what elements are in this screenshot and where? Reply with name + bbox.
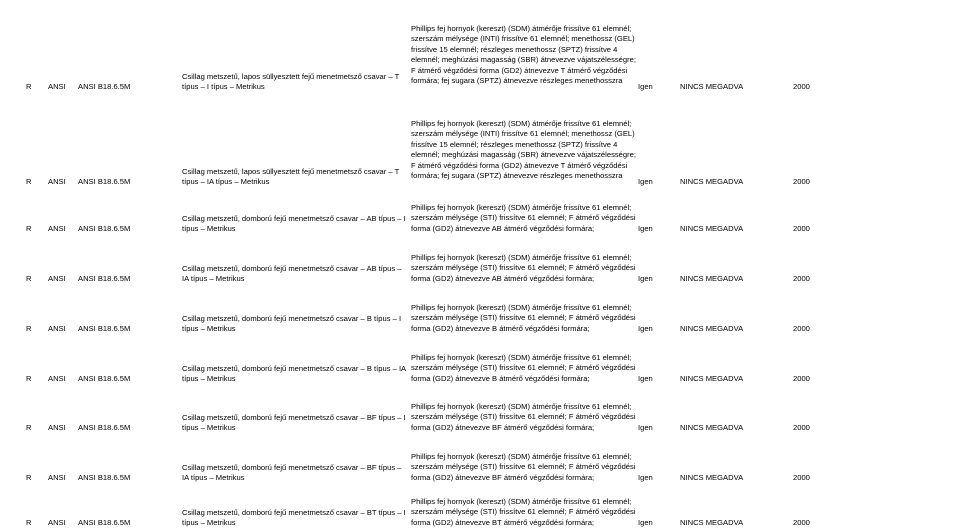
- year-value: 2000: [793, 473, 810, 482]
- year-value: 2000: [793, 423, 810, 432]
- organization: ANSI: [48, 274, 66, 283]
- item-title: Csillag metszetű, domború fejű menetmetsző csavar – B típus – IA típus – Metrikus: [182, 364, 406, 384]
- change-description: Phillips fej hornyok (kereszt) (SDM) átmérője frissítve 61 elemnél; szerszám mélysége (STI) frissítve 61 elemnél; F átmérő végződési forma (GD2) átnevezve AB átmérő végződési formára;: [411, 203, 636, 233]
- change-description: Phillips fej hornyok (kereszt) (SDM) átmérője frissítve 61 elemnél; szerszám mélysége (STI) frissítve 61 elemnél; F átmérő végződési forma (GD2) átnevezve B átmérő végződési formára;: [411, 353, 636, 383]
- status-code: R: [26, 274, 32, 283]
- item-title: Csillag metszetű, domború fejű menetmetsző csavar – AB típus – I típus – Metrikus: [182, 214, 406, 234]
- item-title: Csillag metszetű, lapos süllyesztett fejű menetmetsző csavar – T típus – I típus – Metrikus: [182, 72, 400, 92]
- change-description: Phillips fej hornyok (kereszt) (SDM) átmérője frissítve 61 elemnél; szerszám mélysége (STI) frissítve 61 elemnél; F átmérő végződési forma (GD2) átnevezve BF átmérő végződési formára;: [411, 402, 636, 432]
- table-row: [0, 451, 960, 485]
- status-code: R: [26, 82, 32, 91]
- state-value: NINCS MEGADVA: [680, 473, 744, 482]
- flag-value: Igen: [638, 324, 653, 333]
- flag-value: Igen: [638, 473, 653, 482]
- state-value: NINCS MEGADVA: [680, 518, 744, 527]
- item-title: Csillag metszetű, domború fejű menetmetsző csavar – BF típus – I típus – Metrikus: [182, 413, 406, 433]
- flag-value: Igen: [638, 82, 653, 91]
- standard-code: ANSI B18.6.5M: [78, 177, 131, 186]
- flag-value: Igen: [638, 518, 653, 527]
- change-description: Phillips fej hornyok (kereszt) (SDM) átmérője frissítve 61 elemnél; szerszám mélysége (STI) frissítve 61 elemnél; F átmérő végződési forma (GD2) átnevezve B átmérő végződési formára;: [411, 303, 636, 333]
- state-value: NINCS MEGADVA: [680, 224, 744, 233]
- change-description: Phillips fej hornyok (kereszt) (SDM) átmérője frissítve 61 elemnél; szerszám mélysége (STI) frissítve 61 elemnél; F átmérő végződési forma (GD2) átnevezve AB átmérő végződési formára;: [411, 253, 636, 283]
- year-value: 2000: [793, 177, 810, 186]
- change-description: Phillips fej hornyok (kereszt) (SDM) átmérője frissítve 61 elemnél; szerszám mélysége (STI) frissítve 61 elemnél; F átmérő végződési forma (GD2) átnevezve BT átmérő végződési formára;: [411, 497, 636, 527]
- status-code: R: [26, 224, 32, 233]
- organization: ANSI: [48, 224, 66, 233]
- year-value: 2000: [793, 224, 810, 233]
- organization: ANSI: [48, 423, 66, 432]
- flag-value: Igen: [638, 374, 653, 383]
- standard-code: ANSI B18.6.5M: [78, 423, 131, 432]
- status-code: R: [26, 423, 32, 432]
- table-row: [0, 352, 960, 386]
- status-code: R: [26, 324, 32, 333]
- year-value: 2000: [793, 518, 810, 527]
- flag-value: Igen: [638, 224, 653, 233]
- state-value: NINCS MEGADVA: [680, 82, 744, 91]
- organization: ANSI: [48, 324, 66, 333]
- standard-code: ANSI B18.6.5M: [78, 82, 131, 91]
- state-value: NINCS MEGADVA: [680, 374, 744, 383]
- table-row: [0, 202, 960, 236]
- table-row: [0, 117, 960, 195]
- standard-code: ANSI B18.6.5M: [78, 324, 131, 333]
- table-row: [0, 302, 960, 336]
- item-title: Csillag metszetű, domború fejű menetmetsző csavar – BF típus – IA típus – Metrikus: [182, 463, 402, 483]
- table-row: [0, 496, 960, 530]
- standard-code: ANSI B18.6.5M: [78, 274, 131, 283]
- year-value: 2000: [793, 274, 810, 283]
- table-row: [0, 401, 960, 435]
- organization: ANSI: [48, 82, 66, 91]
- organization: ANSI: [48, 374, 66, 383]
- year-value: 2000: [793, 374, 810, 383]
- table-row: [0, 252, 960, 286]
- standard-code: ANSI B18.6.5M: [78, 473, 131, 482]
- standard-code: ANSI B18.6.5M: [78, 518, 131, 527]
- state-value: NINCS MEGADVA: [680, 177, 744, 186]
- standard-code: ANSI B18.6.5M: [78, 224, 131, 233]
- item-title: Csillag metszetű, domború fejű menetmetsző csavar – BT típus – I típus – Metrikus: [182, 508, 406, 528]
- standard-code: ANSI B18.6.5M: [78, 374, 131, 383]
- item-title: Csillag metszetű, lapos süllyesztett fejű menetmetsző csavar – T típus – IA típus – Metrikus: [182, 167, 400, 187]
- year-value: 2000: [793, 324, 810, 333]
- year-value: 2000: [793, 82, 810, 91]
- status-code: R: [26, 473, 32, 482]
- table-row: [0, 22, 960, 100]
- change-description: Phillips fej hornyok (kereszt) (SDM) átmérője frissítve 61 elemnél; szerszám mélysége (INTI) frissítve 61 elemnél; menethossz (GEL) frissítve 15 elemnél; részleges menethossz (SPTZ) frissítve 4 elemnél; meghúzási magasság (SBR) átnevezve vájatszélességre; F átmérő végződési forma (GD2) átnevezve T átmérő végződési formára; fej sugara (SPTZ) átnevezve részleges menethosszra: [411, 24, 636, 86]
- state-value: NINCS MEGADVA: [680, 423, 744, 432]
- organization: ANSI: [48, 177, 66, 186]
- item-title: Csillag metszetű, domború fejű menetmetsző csavar – B típus – I típus – Metrikus: [182, 314, 402, 334]
- organization: ANSI: [48, 473, 66, 482]
- state-value: NINCS MEGADVA: [680, 324, 744, 333]
- status-code: R: [26, 374, 32, 383]
- change-description: Phillips fej hornyok (kereszt) (SDM) átmérője frissítve 61 elemnél; szerszám mélysége (STI) frissítve 61 elemnél; F átmérő végződési forma (GD2) átnevezve BF átmérő végződési formára;: [411, 452, 636, 482]
- status-code: R: [26, 518, 32, 527]
- organization: ANSI: [48, 518, 66, 527]
- item-title: Csillag metszetű, domború fejű menetmetsző csavar – AB típus – IA típus – Metrikus: [182, 264, 402, 284]
- flag-value: Igen: [638, 177, 653, 186]
- status-code: R: [26, 177, 32, 186]
- flag-value: Igen: [638, 274, 653, 283]
- change-description: Phillips fej hornyok (kereszt) (SDM) átmérője frissítve 61 elemnél; szerszám mélysége (INTI) frissítve 61 elemnél; menethossz (GEL) frissítve 15 elemnél; részleges menethossz (SPTZ) frissítve 4 elemnél; meghúzási magasság (SBR) átnevezve vájatszélességre; F átmérő végződési forma (GD2) átnevezve T átmérő végződési formára; fej sugara (SPTZ) átnevezve részleges menethosszra: [411, 119, 636, 181]
- flag-value: Igen: [638, 423, 653, 432]
- state-value: NINCS MEGADVA: [680, 274, 744, 283]
